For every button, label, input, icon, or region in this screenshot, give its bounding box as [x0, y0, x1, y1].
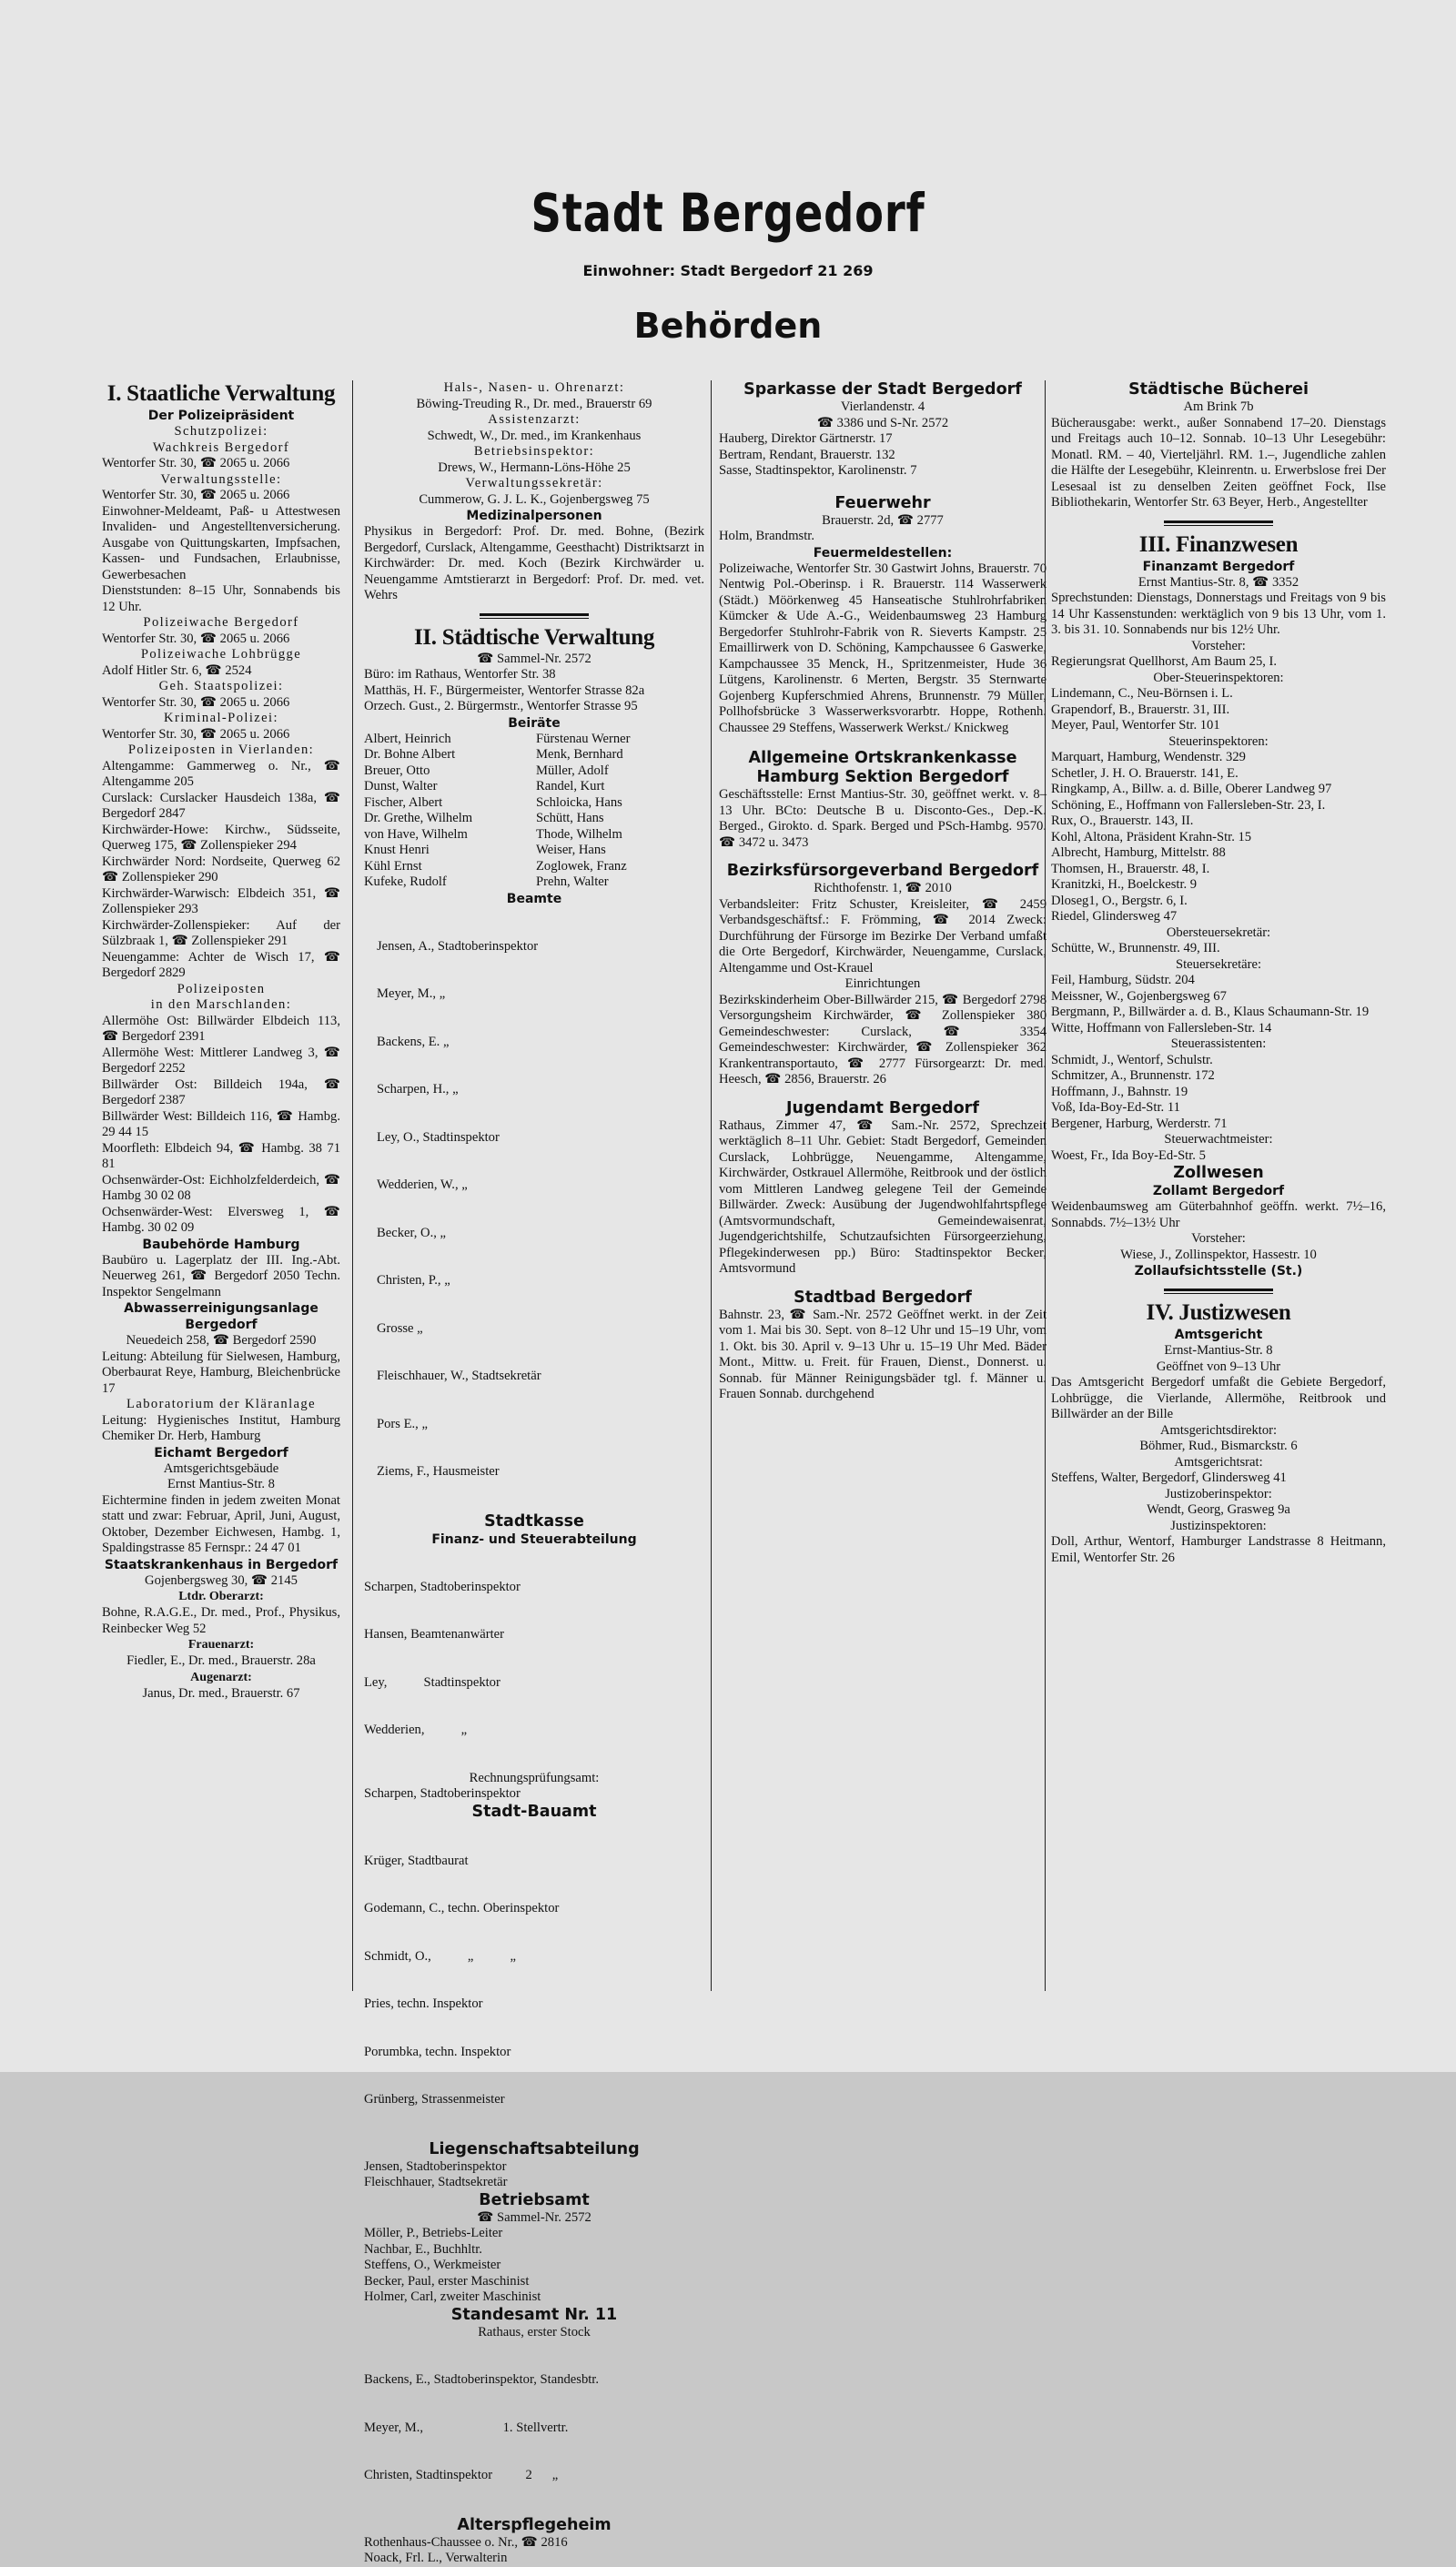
list-item: Christen, Stadtinspektor 2 „	[364, 2468, 559, 2482]
list-item: Wedderien, W., „	[377, 1177, 468, 1192]
paragraph: Doll, Arthur, Wentorf, Hamburger Landstrasse 8 Heitmann, Emil, Wentorfer Str. 26	[1051, 1534, 1386, 1565]
address: Gojenbergsweg 30, ☎ 2145	[145, 1572, 298, 1588]
list-item: Dr. Grethe, Wilhelm	[364, 811, 473, 825]
section-heading: IV. Justizwesen	[1146, 1300, 1291, 1325]
paragraph: Steffens, Walter, Bergedorf, Glindersweg 41	[1051, 1470, 1287, 1485]
paragraph: Wiese, J., Zollinspektor, Hassestr. 10	[1120, 1247, 1317, 1262]
subheading: Beiräte	[508, 715, 561, 731]
label: Laboratorium der Kläranlage	[126, 1397, 316, 1411]
subheading: Standesamt Nr. 11	[450, 2305, 618, 2324]
address: Adolf Hitler Str. 6, ☎ 2524	[102, 662, 252, 678]
list-item: Voß, Ida-Boy-Ed-Str. 11	[1051, 1100, 1180, 1115]
list-item: Pors E., „	[377, 1416, 428, 1431]
divider	[1164, 1289, 1273, 1294]
address: Wentorfer Str. 30, ☎ 2065 u. 2066	[102, 631, 290, 646]
paragraph: Einwohner-Meldeamt, Paß- u Attestwesen Invaliden- und Angestelltenversicherung. Ausgabe von Quittungskarten, Impfsachen, Kassen- und Fundsachen, Erlaubnisse, Gewerbesachen	[102, 503, 340, 582]
page-title: Stadt Bergedorf	[531, 182, 925, 244]
paragraph: Woest, Fr., Ida Boy-Ed-Str. 5	[1051, 1147, 1206, 1163]
list-item: Steffens, O., Werkmeister	[364, 2258, 501, 2272]
address: Wentorfer Str. 30, ☎ 2065 u. 2066	[102, 488, 290, 502]
list-item: Meyer, M., „	[377, 986, 446, 1001]
label: Verwaltungsstelle:	[160, 471, 282, 487]
subheading: Sparkasse der Stadt Bergedorf	[743, 380, 1022, 399]
label: Justizinspektoren:	[1170, 1518, 1267, 1533]
subheading: Finanzamt Bergedorf	[1142, 559, 1295, 574]
paragraph: Geschäftsstelle: Ernst Mantius-Str. 30, geöffnet werkt. v. 8–13 Uhr. BCto: Deutsche B u. Disconto-Ges., Dep.-K. Berged., Girokto. d. Spark. Berged und PSch-Hambg. 9570. ☎ 3472 u. 3473	[719, 787, 1046, 850]
list-item: Kirchwärder-Zollenspieker: Auf der Sülzbraak 1, ☎ Zollenspieker 291	[102, 917, 340, 948]
paragraph: Rathaus, Zimmer 47, ☎ Sam.-Nr. 2572, Sprechzeit werktäglich 8–11 Uhr. Gebiet: Stadt Bergedorf, Gemeinden Curslack, Lohbrügge, Neuengamme, Altengamme, Kirchwärder, Ostkrauel Allermöhe, Reitbrook und der östlich vom Mittleren Landweg gelegene Teil der Gemeinde Billwärder. Zweck: Ausübung der Jugendwohlfahrtspflege (Amtsvormundschaft, Gemeindewaisenrat, Jugendgerichtshilfe, Schutzaufsichten Fürsorgeerziehung, Pflegekinderwesen pp.) Büro: Stadtinspektor Becker, Amtsvormund	[719, 1117, 1046, 1276]
column-3	[719, 380, 1046, 1991]
label: Verwaltungssekretär:	[465, 476, 603, 490]
column-1	[102, 380, 340, 1991]
label: Amtsgerichtsdirektor:	[1159, 1422, 1278, 1438]
list-item: Rux, O., Brauerstr. 143, II.	[1051, 814, 1194, 828]
subheading: Abwasserreinigungsanlage Bergedorf	[124, 1301, 318, 1332]
column-4	[1051, 380, 1386, 1991]
address: Ernst-Mantius-Str. 8	[1164, 1343, 1273, 1358]
section-heading: III. Finanzwesen	[1138, 531, 1299, 557]
label: Polizeiposten in Vierlanden:	[127, 743, 315, 757]
list-item: Zoglowek, Franz	[536, 858, 627, 874]
subheading: Bezirksfürsorgeverband Bergedorf	[726, 862, 1039, 880]
divider	[480, 613, 589, 619]
list-item: Allermöhe West: Mittlerer Landweg 3, ☎ Bergedorf 2252	[102, 1045, 340, 1076]
paragraph: Eichtermine finden in jedem zweiten Monat statt und zwar: Februar, April, Juni, August, Oktober, Dezember Eichwesen, Hambg. 1, Spaldingstrasse 85 Fernspr.: 24 47 01	[102, 1492, 340, 1555]
paragraph: Physikus in Bergedorf: Prof. Dr. med. Bohne, (Bezirk Bergedorf, Curslack, Altengamme, Geesthacht) Distriktsarzt in Kirchwärder: Dr. med. Koch (Bezirk Kirchwärder u. Neuengamme Amtstierarzt in Bergedorf: Prof. Dr. med. vet. Wehrs	[364, 524, 704, 602]
phone: ☎ 3386 und S-Nr. 2572	[816, 415, 949, 430]
label: Schutzpolizei:	[174, 424, 268, 439]
label: Augenarzt:	[190, 1670, 252, 1684]
paragraph: Wendt, Georg, Grasweg 9a	[1147, 1502, 1290, 1517]
paragraph: Cummerow, G. J. L. K., Gojenbergsweg 75	[419, 491, 650, 507]
paragraph: Leitung: Hygienisches Institut, Hamburg Chemiker Dr. Herb, Hamburg	[102, 1412, 340, 1443]
list-item: Neuengamme: Achter de Wisch 17, ☎ Bergedorf 2829	[102, 949, 340, 980]
list-item: Marquart, Hamburg, Wendenstr. 329	[1051, 750, 1246, 764]
list-item: Schetler, J. H. O. Brauerstr. 141, E.	[1051, 765, 1239, 781]
label: Wachkreis Bergedorf	[152, 440, 290, 455]
list-item: Thode, Wilhelm	[536, 826, 622, 842]
list-item: Dloseg1, O., Bergstr. 6, I.	[1051, 893, 1188, 908]
page-subtitle: Behörden	[633, 306, 823, 346]
phone: ☎ Sammel-Nr. 2572	[477, 2209, 592, 2225]
subheading: Städtische Bücherei	[1128, 380, 1309, 399]
list-item: Becker, Paul, erster Maschinist	[364, 2273, 530, 2289]
label: Polizeiwache Lohbrügge	[140, 647, 302, 662]
list-item: Kirchwärder-Howe: Kirchw., Südsseite, Querweg 175, ☎ Zollenspieker 294	[102, 822, 340, 853]
subheading: Zollwesen	[1173, 1164, 1264, 1182]
paragraph: Verbandsleiter: Fritz Schuster, Kreisleiter, ☎ 2459 Verbandsgeschäftsf.: F. Frömming, ☎ 2014 Zweck: Durchführung der Fürsorge im Bezirke Der Verband umfaßt die Orte Bergedorf, Kirchwärder, Neuengamme, Curslack, Altengamme und Ost-Krauel	[719, 896, 1046, 975]
paragraph: Dienststunden: 8–15 Uhr, Sonnabends bis 12 Uhr.	[102, 583, 340, 614]
list-item: Dunst, Walter	[364, 779, 438, 793]
label: Geöffnet von 9–13 Uhr	[1156, 1359, 1281, 1374]
paragraph: Polizeiwache, Wentorfer Str. 30 Gastwirt Johns, Brauerstr. 70 Nentwig Pol.-Oberinsp. i R. Brauerstr. 114 Wasserwerk (Städt.) Möörkenweg 45 Hanseatische Stuhlrohrfabriken Kümcker & Ude A.-G., Weidenbaumsweg 23 Hamburg Bergedorfer Stuhlrohr-Fabrik von R. Sieverts Kampstr. 25 Emaillirwerk von D. Schöning, Kampchaussee 6 Gaswerke, Kampchaussee 35 Menck, H., Spritzenmeister, Hude 36 Lütgens, Karolinenstr. 6 Merten, Bergstr. 35 Sternwarte Gojenberg Kupferschmied Ahrens, Brunnenstr. 79 Müller, Pollhofsbrücke 3 Wasserwerksvorarbtr. Hoppe, Rothenh. Chaussee 29 Steffens, Wasserwerk Werkst./ Knickweg	[719, 561, 1046, 735]
list-item: Weiser, Hans	[536, 843, 606, 857]
list-item: Sasse, Stadtinspektor, Karolinenstr. 7	[719, 463, 917, 478]
list-item: Becker, O., „	[377, 1225, 446, 1240]
subheading: Alterspflegeheim	[457, 2515, 612, 2534]
label: Rathaus, erster Stock	[478, 2324, 591, 2340]
list-item: Jensen, Stadtoberinspektor	[364, 2158, 507, 2174]
label: Vorsteher:	[1191, 1231, 1246, 1246]
beiraete-list	[364, 732, 704, 891]
list-item: Holmer, Carl, zweiter Maschinist	[364, 2289, 541, 2304]
label: Betriebsinspektor:	[473, 444, 595, 459]
list-item: Hansen, Beamtenanwärter	[364, 1627, 504, 1642]
list-item: Witte, Hoffmann von Fallersleben-Str. 14	[1051, 1020, 1272, 1036]
list-item: Knust Henri	[364, 843, 430, 857]
paragraph: Sprechstunden: Dienstags, Donnerstags und Freitags von 9 bis 14 Uhr Kassenstunden: werktäglich von 9 bis 13 Uhr, vom 1. 3. bis 31. 10. Sonnabends nur bis 12½ Uhr.	[1051, 591, 1386, 637]
paragraph: Janus, Dr. med., Brauerstr. 67	[142, 1685, 300, 1701]
address: Richthofenstr. 1, ☎ 2010	[814, 881, 952, 895]
subheading: Beamte	[506, 891, 562, 906]
subheading: Staatskrankenhaus in Bergedorf	[104, 1557, 339, 1572]
list-item: Grapendorf, B., Brauerstr. 31, III.	[1051, 702, 1230, 717]
address: Ernst Mantius-Str. 8, ☎ 3352	[1138, 574, 1299, 590]
paragraph: Schwedt, W., Dr. med., im Krankenhaus	[427, 428, 642, 443]
address: Wentorfer Str. 30, ☎ 2065 u. 2066	[102, 726, 290, 742]
column-divider	[352, 380, 353, 1991]
subheading: Stadtbad Bergedorf	[794, 1288, 972, 1307]
list-item: Grünberg, Strassenmeister	[364, 2092, 505, 2107]
list-item: Curslack: Curslacker Hausdeich 138a, ☎ Bergedorf 2847	[102, 790, 340, 821]
label: Obersteuersekretär:	[1166, 925, 1271, 940]
address: Am Brink 7b	[1183, 399, 1254, 414]
list-item: Albert, Heinrich	[364, 731, 451, 746]
list-item: Backens, E. „	[377, 1034, 450, 1049]
list-item: Kirchwärder Nord: Nordseite, Querweg 62 ☎ Zollenspieker 290	[102, 854, 340, 884]
label: Justizoberinspektor:	[1165, 1486, 1272, 1501]
address: Vierlandenstr. 4	[840, 399, 925, 414]
list-item: Schütt, Hans	[536, 811, 604, 825]
list-item: Krüger, Stadtbaurat	[364, 1853, 469, 1868]
list-item: Fleischhauer, Stadtsekretär	[364, 2175, 508, 2189]
label: Hals-, Nasen- u. Ohrenarzt:	[443, 380, 625, 395]
subheading: Eichamt Bergedorf	[154, 1445, 288, 1460]
paragraph: Baubüro u. Lagerplatz der III. Ing.-Abt. Neuerweg 261, ☎ Bergedorf 2050 Techn. Inspektor Sengelmann	[102, 1252, 340, 1299]
paragraph: Regierungsrat Quellhorst, Am Baum 25, I.	[1051, 654, 1278, 669]
list-item: Lindemann, C., Neu-Börnsen i. L.	[1051, 686, 1233, 701]
list-item: Pries, techn. Inspektor	[364, 1996, 483, 2011]
inhabitants-line: Einwohner: Stadt Bergedorf 21 269	[582, 262, 874, 279]
list-item: Christen, P., „	[377, 1273, 450, 1288]
address: Ernst Mantius-Str. 8	[167, 1477, 275, 1491]
paragraph: Drews, W., Hermann-Löns-Höhe 25	[438, 460, 631, 475]
list-item: Schloicka, Hans	[536, 794, 622, 810]
label: in den Marschlanden:	[150, 997, 292, 1012]
list-item: Albrecht, Hamburg, Mittelstr. 88	[1051, 845, 1226, 860]
list-item: Hauberg, Direktor Gärtnerstr. 17	[719, 431, 893, 446]
bauamt-list	[364, 1822, 704, 2140]
label: Amtsgerichtsrat:	[1174, 1454, 1263, 1470]
list-item: Bergmann, P., Billwärder a. d. B., Klaus Schaumann-Str. 19	[1051, 1005, 1370, 1019]
paragraph: Scharpen, Stadtoberinspektor	[364, 1786, 521, 1801]
list-item: Wedderien, „	[364, 1723, 468, 1737]
list-item: Rothenhaus-Chaussee o. Nr., ☎ 2816	[364, 2534, 568, 2550]
paragraph: Leitung: Abteilung für Sielwesen, Hamburg, Oberbaurat Reye, Hamburg, Bleichenbrücke 17	[102, 1349, 340, 1396]
list-item: von Have, Wilhelm	[364, 826, 468, 842]
list-item: Grosse „	[377, 1320, 423, 1336]
paragraph: Schütte, W., Brunnenstr. 49, III.	[1051, 941, 1220, 955]
label: Rechnungsprüfungsamt:	[469, 1770, 600, 1785]
list-item: Riedel, Glindersweg 47	[1051, 909, 1178, 924]
column-divider	[711, 380, 712, 1991]
list-item: Thomsen, H., Brauerstr. 48, I.	[1051, 861, 1210, 876]
standesamt-list	[364, 2340, 704, 2516]
subheading: Zollamt Bergedorf	[1152, 1184, 1285, 1198]
list-item: Fürstenau Werner	[536, 731, 631, 746]
list-item: Scharpen, Stadtoberinspektor	[364, 1579, 521, 1594]
list-item: Ochsenwärder-West: Elversweg 1, ☎ Hambg. 30 02 09	[102, 1204, 340, 1235]
list-item: Kufeke, Rudolf	[364, 874, 447, 889]
subheading: Zollaufsichtsstelle (St.)	[1134, 1264, 1303, 1278]
subheading: Stadt-Bauamt	[471, 1802, 597, 1821]
list-item: Kühl Ernst	[364, 858, 422, 874]
list-item: Bertram, Rendant, Brauerstr. 132	[719, 447, 895, 462]
phone: ☎ Sammel-Nr. 2572	[477, 651, 592, 666]
list-item: Randel, Kurt	[536, 779, 605, 793]
paragraph: Holm, Brandmstr.	[719, 529, 814, 543]
list-item: Schmidt, J., Wentorf, Schulstr.	[1051, 1052, 1213, 1067]
label: Steuerassistenten:	[1170, 1036, 1267, 1051]
paragraph: Büro: im Rathaus, Wentorfer Str. 38	[364, 667, 556, 682]
list-item: Schmidt, O., „ „	[364, 1948, 517, 1964]
subheading: Stadtkasse	[484, 1511, 584, 1531]
list-item: Kohl, Altona, Präsident Krahn-Str. 15	[1051, 829, 1252, 844]
list-item: Hoffmann, J., Bahnstr. 19	[1051, 1084, 1188, 1099]
list-item: Schmitzer, A., Brunnenstr. 172	[1051, 1068, 1215, 1083]
subheading: Feuermeldestellen:	[813, 545, 953, 561]
paragraph: Matthäs, H. F., Bürgermeister, Wentorfer Strasse 82a	[364, 682, 645, 698]
subheading: Jugendamt Bergedorf	[786, 1098, 979, 1117]
list-item: Fischer, Albert	[364, 794, 443, 810]
list-item: Ley, Stadtinspektor	[364, 1674, 500, 1690]
label: Steuersekretäre:	[1176, 956, 1261, 972]
list-item: Meyer, M., 1. Stellvertr.	[364, 2420, 569, 2435]
list-item: Backens, E., Stadtoberinspektor, Standesbtr.	[364, 2372, 600, 2387]
subheading: Betriebsamt	[479, 2190, 590, 2209]
label: Assistenzarzt:	[488, 412, 581, 427]
list-item: Möller, P., Betriebs-Leiter	[364, 2226, 503, 2240]
label: Ltdr. Oberarzt:	[178, 1590, 264, 1603]
subheading: Finanz- und Steuerabteilung	[431, 1531, 637, 1547]
label: Amtsgerichtsgebäude	[163, 1460, 279, 1476]
subheading: Medizinalpersonen	[466, 509, 602, 523]
list-item: Billwärder Ost: Billdeich 194a, ☎ Bergedorf 2387	[102, 1076, 340, 1107]
label: Steuerwachtmeister:	[1164, 1132, 1273, 1147]
list-item: Breuer, Otto	[364, 763, 430, 778]
list-item: Prehn, Walter	[536, 874, 609, 889]
list-item: Jensen, A., Stadtoberinspektor	[377, 938, 539, 954]
paragraph: Bohne, R.A.G.E., Dr. med., Prof., Physikus, Reinbecker Weg 52	[102, 1605, 340, 1636]
section-heading: I. Staatliche Verwaltung	[106, 381, 336, 406]
label: Geh. Staatspolizei:	[158, 679, 284, 693]
list-item: Ochsenwärder-Ost: Eichholzfelderdeich, ☎ Hambg 30 02 08	[102, 1172, 340, 1203]
list-item: Fleischhauer, W., Stadtsekretär	[377, 1369, 541, 1383]
paragraph: Fiedler, E., Dr. med., Brauerstr. 28a	[126, 1653, 316, 1668]
label: Vorsteher:	[1191, 638, 1246, 653]
list-item: Ringkamp, A., Billw. a. d. Bille, Oberer Landweg 97	[1051, 782, 1332, 796]
paragraph: Bahnstr. 23, ☎ Sam.-Nr. 2572 Geöffnet werkt. in der Zeit vom 1. Mai bis 30. Sept. von 8–12 Uhr und 15–19 Uhr, vom 1. Okt. bis 30. April v. 9–13 Uhr u. 15–19 Uhr Med. Bäder Mont., Mittw. u. Freit. für Frauen, Dienst., Donnerst. u. Sonnab. für Männer Reinigungsbäder tgl. f. Männer u. Frauen Sonnab. durchgehend	[719, 1307, 1046, 1401]
address: Brauerstr. 2d, ☎ 2777	[822, 512, 944, 528]
list-item: Menk, Bernhard	[536, 747, 623, 762]
subheading: Baubehörde Hamburg	[142, 1237, 300, 1252]
list-item: Altengamme: Gammerweg o. Nr., ☎ Altengamme 205	[102, 758, 340, 789]
list-item: Bergener, Harburg, Werderstr. 71	[1051, 1116, 1228, 1131]
list-item: Meissner, W., Gojenbergsweg 67	[1051, 988, 1227, 1004]
list-item: Scharpen, H., „	[377, 1082, 459, 1097]
list-item: Meyer, Paul, Wentorfer Str. 101	[1051, 718, 1220, 733]
list-item: Nachbar, E., Buchhltr.	[364, 2241, 482, 2257]
label: Einrichtungen	[844, 976, 921, 991]
list-item: Billwärder West: Billdeich 116, ☎ Hambg. 29 44 15	[102, 1108, 340, 1139]
list-item: Kranitzki, H., Boelckestr. 9	[1051, 877, 1198, 892]
list-item: Müller, Adolf	[536, 763, 609, 778]
list-item: Porumbka, techn. Inspektor	[364, 2044, 511, 2059]
paragraph: Böhmer, Rud., Bismarckstr. 6	[1139, 1439, 1298, 1453]
paragraph: Böwing-Treuding R., Dr. med., Brauerstr 69	[416, 396, 652, 411]
label: Frauenarzt:	[187, 1638, 255, 1652]
list-item: Schöning, E., Hoffmann von Fallersleben-Str. 23, I.	[1051, 797, 1326, 813]
paragraph: Orzech. Gust., 2. Bürgermstr., Wentorfer Strasse 95	[364, 699, 638, 713]
address: Wentorfer Str. 30, ☎ 2065 u. 2066	[102, 694, 290, 710]
paragraph: Weidenbaumsweg am Güterbahnhof geöffn. werkt. 7½–16, Sonnabds. 7½–13½ Uhr	[1051, 1199, 1386, 1230]
paragraph: Bezirkskinderheim Ober-Billwärder 215, ☎ Bergedorf 2798 Versorgungsheim Kirchwärder, ☎ Zollenspieker 380 Gemeindeschwester: Curslack, ☎ 3354 Gemeindeschwester: Kirchwärder, ☎ Zollenspieker 362 Krankentransportauto, ☎ 2777 Fürsorgearzt: Dr. med. Heesch, ☎ 2856, Brauerstr. 26	[719, 992, 1046, 1086]
label: Polizeiposten	[177, 981, 266, 996]
list-item: Noack, Frl. L., Verwalterin	[364, 2551, 508, 2565]
finanz-list	[364, 1548, 704, 1771]
label: Ober-Steuerinspektoren:	[1153, 670, 1284, 685]
paragraph: Bücherausgabe: werkt., außer Sonnabend 17–20. Dienstags und Freitags auch 10–12. Sonnab. 10–13 Uhr Lesegebühr: Monatl. RM. – 40, Vierteljährl. RM. 1.–, Jugendliche zahlen die Hälfte der Lesegebühr, Kleinrentn. u. Erwerbslose frei Der Lesesaal ist zu denselben Zeiten geöffnet Fock, Ilse Bibliothekarin, Wentorfer Str. 63 Beyer, Herb., Angestellter	[1051, 415, 1386, 510]
label: Steuerinspektoren:	[1168, 733, 1269, 749]
divider	[1164, 520, 1273, 526]
subheading: Liegenschaftsabteilung	[429, 2139, 640, 2158]
list-item: Feil, Hamburg, Südstr. 204	[1051, 973, 1195, 987]
address: Neuedeich 258, ☎ Bergedorf 2590	[126, 1333, 317, 1348]
subheading: Der Polizeipräsident	[147, 409, 295, 423]
list-item: Godemann, C., techn. Oberinspektor	[364, 1901, 560, 1915]
subheading: Feuerwehr	[834, 493, 931, 512]
column-2	[364, 380, 704, 2565]
list-item: Allermöhe Ost: Billwärder Elbdeich 113, ☎ Bergedorf 2391	[102, 1013, 340, 1044]
list-item: Ziems, F., Hausmeister	[377, 1464, 500, 1479]
beamte-list	[364, 907, 704, 1512]
section-heading: II. Städtische Verwaltung	[413, 624, 655, 650]
label: Kriminal-Polizei:	[164, 711, 278, 725]
list-item: Moorfleth: Elbdeich 94, ☎ Hambg. 38 71 81	[102, 1140, 340, 1171]
list-item: Ley, O., Stadtinspektor	[377, 1129, 500, 1145]
paragraph: Das Amtsgericht Bergedorf umfaßt die Gebiete Bergedorf, Lohbrügge, die Vierlande, Allermöhe, Reitbrook und Billwärder an der Bille	[1051, 1375, 1386, 1421]
label: Polizeiwache Bergedorf	[143, 615, 299, 630]
list-item: Kirchwärder-Warwisch: Elbdeich 351, ☎ Zollenspieker 293	[102, 885, 340, 916]
address: Wentorfer Str. 30, ☎ 2065 u. 2066	[102, 456, 290, 470]
list-item: Dr. Bohne Albert	[364, 747, 456, 762]
subheading: Amtsgericht	[1174, 1328, 1263, 1342]
subheading: Allgemeine Ortskrankenkasse Hamburg Sektion Bergedorf	[748, 749, 1017, 786]
